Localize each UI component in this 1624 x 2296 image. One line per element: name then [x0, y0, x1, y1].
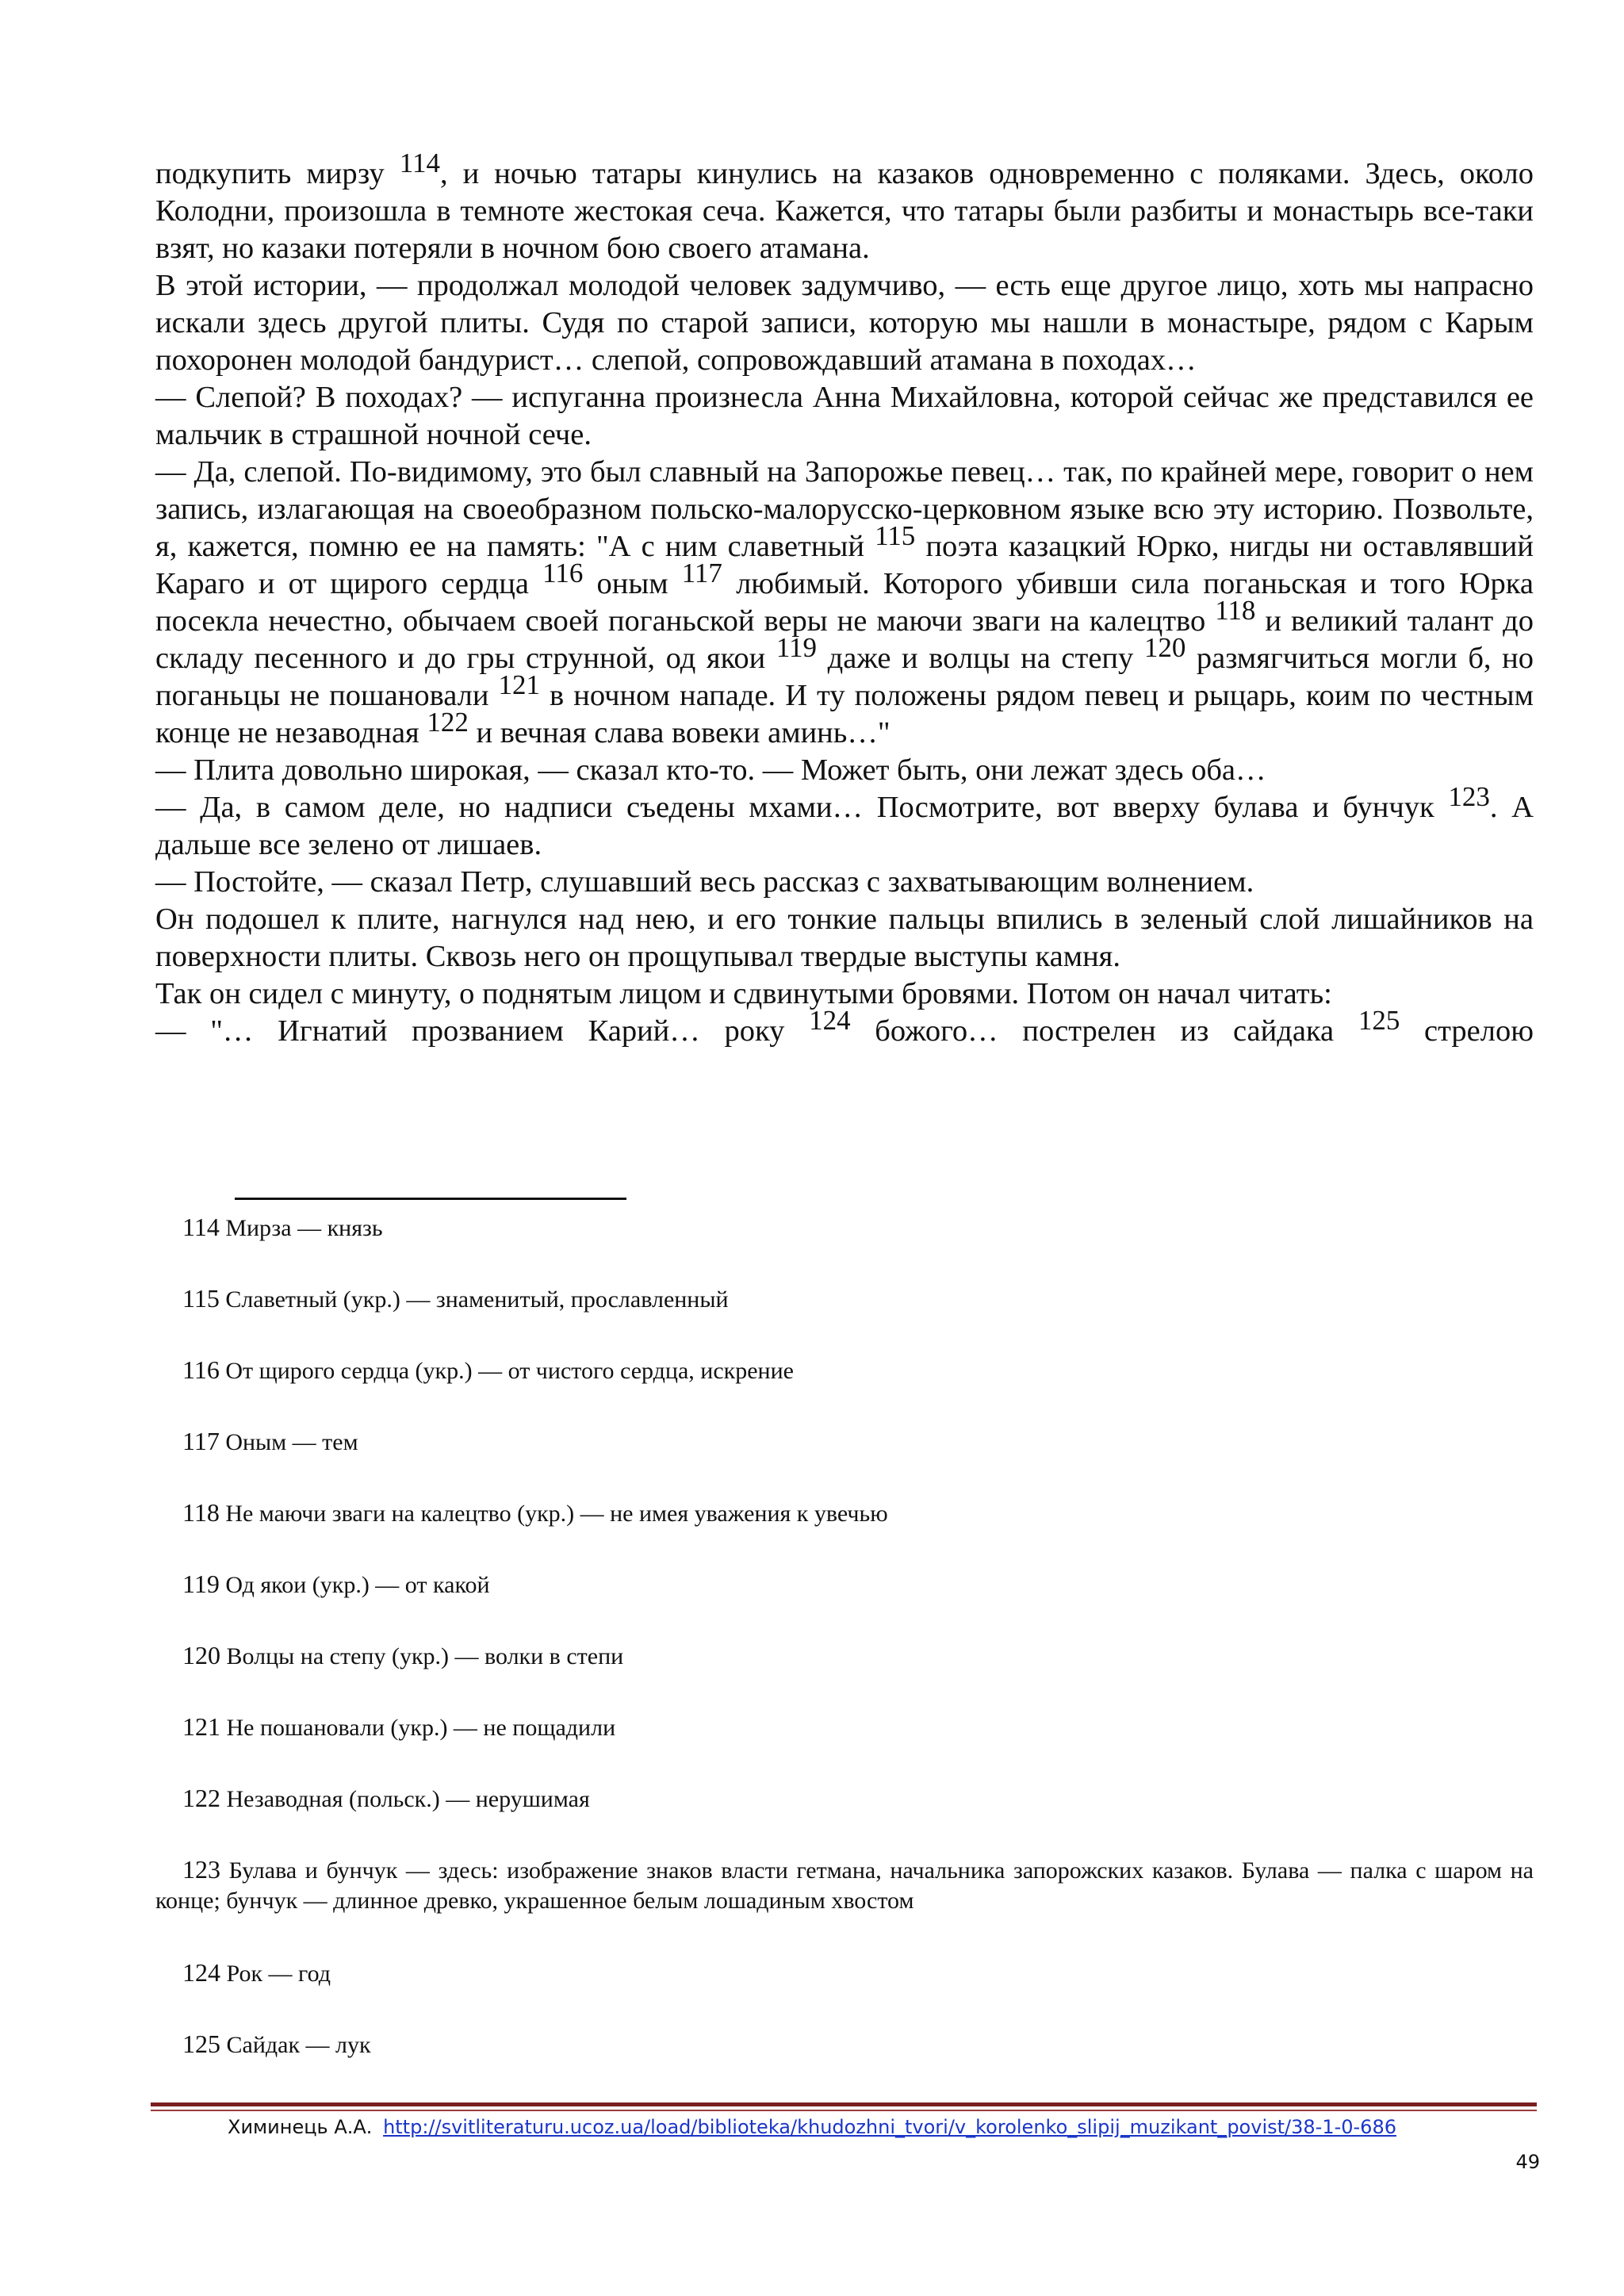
- footnote-120: 120 Волцы на степу (укр.) — волки в степи: [182, 1641, 624, 1669]
- page-number: 49: [1515, 2151, 1540, 2173]
- footnote-ref-115[interactable]: 115: [875, 520, 916, 551]
- paragraph-9: Так он сидел с минуту, о поднятым лицом и сдвинутыми бровями. Потом он начал читать:: [155, 977, 1332, 1010]
- footer-source-link[interactable]: http://svitliteraturu.ucoz.ua/load/biblioteka/khudozhni_tvori/v_korolenko_slipij_muzikant_povist/38-1-0-686: [383, 2116, 1396, 2138]
- paragraph-2: В этой истории, — продолжал молодой человек задумчиво, — есть еще другое лицо, хоть мы напрасно искали здесь другой плиты. Судя по старой записи, которую мы нашли в монастыре, рядом с Карым похоронен молодой бандурист… слепой, сопровождавший атамана в походах…: [155, 269, 1534, 377]
- main-text: [155, 148, 1534, 1050]
- paragraph-3: — Слепой? В походах? — испуганна произнесла Анна Михайловна, которой сейчас же представился ее мальчик в страшной ночной сече.: [155, 381, 1534, 451]
- footnote-ref-114[interactable]: 114: [399, 148, 440, 178]
- page-footer: [0, 2116, 1624, 2138]
- footnote-125: 125 Сайдак — лук: [182, 2030, 371, 2058]
- footnote-122: 122 Незаводная (польск.) — нерушимая: [182, 1784, 590, 1812]
- paragraph-8: Он подошел к плите, нагнулся над нею, и его тонкие пальцы впились в зеленый слой лишайников на поверхности плиты. Сквозь него он прощупывал твердые выступы камня.: [155, 903, 1534, 973]
- footnote-ref-119[interactable]: 119: [776, 632, 818, 663]
- footnote-123: 123 Булава и бунчук — здесь: изображение знаков власти гетмана, начальника запорожских казаков. Булава — палка с шаром на конце; бунчук — длинное древко, украшенное белым лошадиным хвостом: [155, 1855, 1534, 1914]
- paragraph-5: — Плита довольно широкая, — сказал кто-то. — Может быть, они лежат здесь оба…: [155, 753, 1266, 787]
- paragraph-1: подкупить мирзу 114, и ночью татары кинулись на казаков одновременно с поляками. Здесь, около Колодни, произошла в темноте жестокая сеча. Кажется, что татары были разбиты и монастырь все-таки взят, но казаки потеряли в ночном бою своего атамана.: [155, 148, 1534, 265]
- footnote-118: 118 Не маючи зваги на калецтво (укр.) — не имея уважения к увечью: [182, 1498, 888, 1527]
- footnote-separator: [235, 1198, 626, 1200]
- footnote-ref-117[interactable]: 117: [681, 558, 722, 588]
- footnote-119: 119 Од якои (укр.) — от какой: [182, 1570, 490, 1598]
- footer-author: Химинець А.А.: [228, 2116, 373, 2138]
- footnote-116: 116 От щирого сердца (укр.) — от чистого сердца, искрение: [182, 1355, 794, 1384]
- footnote-ref-123[interactable]: 123: [1448, 781, 1490, 812]
- footer-rule-thin: [151, 2110, 1537, 2111]
- footnote-121: 121 Не пошановали (укр.) — не пощадили: [182, 1712, 616, 1741]
- footnote-114: 114 Мирза — князь: [182, 1213, 383, 1241]
- footnote-ref-125[interactable]: 125: [1358, 1005, 1400, 1036]
- paragraph-10: — "… Игнатий прозванием Карий… року 124 божого… пострелен из сайдака 125 стрелою: [155, 1005, 1534, 1048]
- footnote-ref-124[interactable]: 124: [809, 1005, 851, 1036]
- footnote-ref-120[interactable]: 120: [1143, 632, 1186, 663]
- footnote-ref-116[interactable]: 116: [542, 558, 584, 588]
- footnote-ref-118[interactable]: 118: [1215, 595, 1256, 626]
- footnote-115: 115 Славетный (укр.) — знаменитый, прославленный: [182, 1284, 729, 1313]
- footnote-ref-121[interactable]: 121: [498, 669, 541, 700]
- paragraph-6: — Да, в самом деле, но надписи съедены мхами… Посмотрите, вот вверху булава и бунчук 123. А дальше все зелено от лишаев.: [155, 781, 1534, 861]
- footnote-124: 124 Рок — год: [182, 1958, 331, 1987]
- footer-rule: [151, 2102, 1537, 2106]
- paragraph-4: — Да, слепой. По-видимому, это был славный на Запорожье певец… так, по крайней мере, говорит о нем запись, излагающая на своеобразном польско-малорусско-церковном языке всю эту историю. Позвольте, я, кажется, помню ее на память: "А с ним славетный 115 поэта казацкий Юрко, нигды ни оставлявший Караго и от щирого сердца 116 оным 117 любимый. Которого убивши сила поганьская и того Юрка посекла нечестно, обычаем своей поганьской веры не маючи зваги на калецтво 118 и великий талант до складу песенного и до гры струнной, од якои 119 даже и волцы на степу 120 размягчиться могли б, но поганьцы не пошановали 121 в ночном нападе. И ту положены рядом певец и рыцарь, коим по честным конце не незаводная 122 и вечная слава вовеки аминь…": [155, 455, 1534, 749]
- footnote-117: 117 Оным — тем: [182, 1427, 358, 1455]
- footnote-ref-122[interactable]: 122: [427, 707, 469, 738]
- paragraph-7: — Постойте, — сказал Петр, слушавший весь рассказ с захватывающим волнением.: [155, 865, 1254, 899]
